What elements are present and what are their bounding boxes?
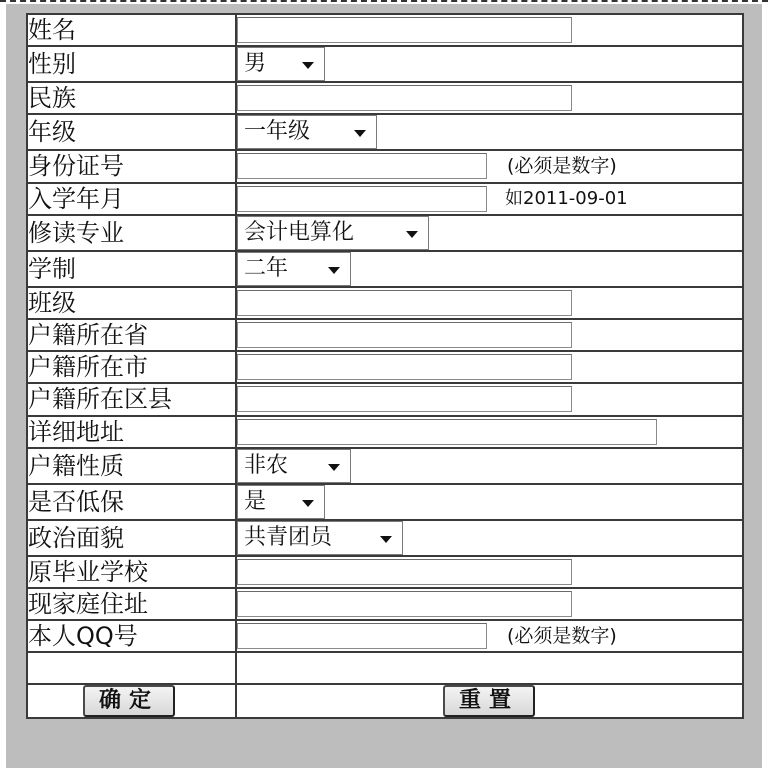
field-label: 本人QQ号 [27, 620, 236, 652]
form-row-province [27, 319, 743, 351]
form-row-grade [27, 114, 743, 150]
confirm-button[interactable]: 确定 [83, 685, 175, 717]
select-value: 二年 [244, 255, 289, 281]
field-label: 原毕业学校 [27, 556, 236, 588]
select-value: 是 [244, 488, 267, 514]
form-row-id-number [27, 150, 743, 182]
name-input[interactable] [237, 17, 572, 43]
field-label: 户籍所在市 [27, 351, 236, 383]
form-button-row [27, 684, 743, 718]
dropdown-arrow-icon [380, 536, 392, 543]
field-label: 学制 [27, 251, 236, 287]
province-input[interactable] [237, 322, 572, 348]
grade-select[interactable] [237, 115, 377, 149]
address-input[interactable] [237, 419, 657, 445]
select-value: 一年级 [244, 119, 311, 145]
field-label: 年级 [27, 114, 236, 150]
numeric-hint: (必须是数字) [507, 625, 617, 648]
select-value: 共青团员 [244, 524, 333, 550]
dropdown-arrow-icon [328, 464, 340, 471]
select-value: 会计电算化 [244, 219, 355, 245]
field-label: 姓名 [27, 14, 236, 46]
form-row-household-type [27, 448, 743, 484]
form-row-ethnicity [27, 82, 743, 114]
field-label: 身份证号 [27, 150, 236, 182]
field-label: 入学年月 [27, 183, 236, 215]
select-value: 男 [244, 51, 267, 77]
dropdown-arrow-icon [406, 231, 418, 238]
dropdown-arrow-icon [354, 130, 366, 137]
field-label: 班级 [27, 287, 236, 319]
form-row-program-length [27, 251, 743, 287]
previous-school-input[interactable] [237, 559, 572, 585]
top-dashed-border [0, 0, 768, 2]
field-label: 修读专业 [27, 215, 236, 251]
reset-button[interactable]: 重置 [443, 685, 535, 717]
field-label: 户籍性质 [27, 448, 236, 484]
form-row-home-address [27, 588, 743, 620]
district-input[interactable] [237, 386, 572, 412]
field-label: 户籍所在省 [27, 319, 236, 351]
ethnicity-input[interactable] [237, 85, 572, 111]
form-row-major [27, 215, 743, 251]
field-label: 是否低保 [27, 484, 236, 520]
form-row-enrollment-date [27, 183, 743, 215]
form-row-previous-school [27, 556, 743, 588]
home-address-input[interactable] [237, 591, 572, 617]
student-registration-form [26, 13, 744, 719]
gender-select[interactable] [237, 47, 325, 81]
class-input[interactable] [237, 290, 572, 316]
field-label: 现家庭住址 [27, 588, 236, 620]
city-input[interactable] [237, 354, 572, 380]
field-label: 详细地址 [27, 416, 236, 448]
form-row-address [27, 416, 743, 448]
form-row-name [27, 14, 743, 46]
form-row-qq [27, 620, 743, 652]
major-select[interactable] [237, 216, 429, 250]
qq-number-input[interactable] [237, 623, 487, 649]
id-number-input[interactable] [237, 153, 487, 179]
low-income-select[interactable] [237, 485, 325, 519]
dropdown-arrow-icon [302, 62, 314, 69]
field-label: 政治面貌 [27, 520, 236, 556]
form-row-class [27, 287, 743, 319]
enrollment-date-input[interactable] [237, 186, 487, 212]
select-value: 非农 [244, 452, 289, 478]
household-type-select[interactable] [237, 449, 351, 483]
form-row-district [27, 383, 743, 415]
dropdown-arrow-icon [328, 267, 340, 274]
dropdown-arrow-icon [302, 500, 314, 507]
field-label: 户籍所在区县 [27, 383, 236, 415]
political-status-select[interactable] [237, 521, 403, 555]
program-length-select[interactable] [237, 252, 351, 286]
form-row-low-income [27, 484, 743, 520]
numeric-hint: (必须是数字) [507, 155, 617, 178]
form-row-political-status [27, 520, 743, 556]
field-label: 性别 [27, 46, 236, 82]
date-format-hint: 如2011-09-01 [505, 187, 628, 209]
form-row-spacer [27, 652, 743, 684]
form-row-city [27, 351, 743, 383]
field-label: 民族 [27, 82, 236, 114]
form-row-gender [27, 46, 743, 82]
